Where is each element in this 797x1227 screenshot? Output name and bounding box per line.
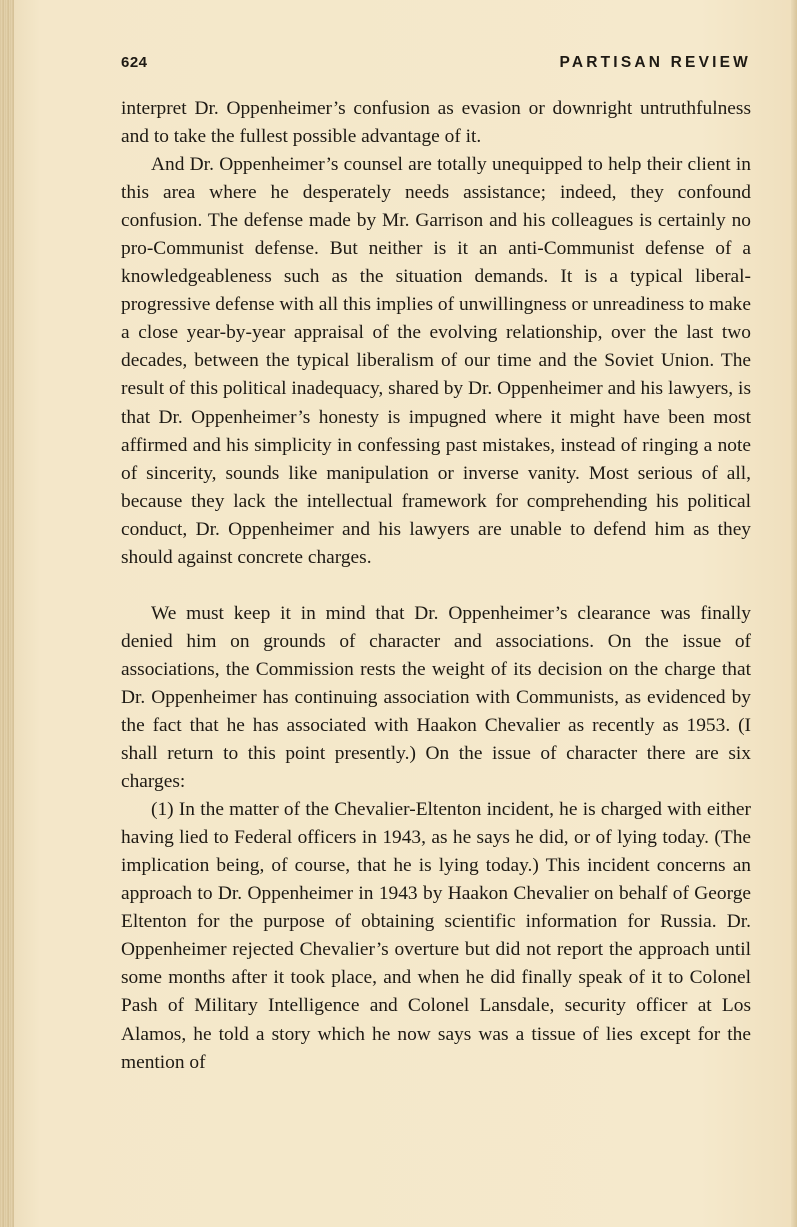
page-binding-edge — [0, 0, 14, 1227]
paragraph-charge-one: (1) In the matter of the Chevalier-Eltenton incident, he is charged with either having lied to Federal officers in 1943, as he says he did, or of lying today. (The implication being, of course, that he is lying today.) This incident concerns an approach to Dr. Oppenheimer in 1943 by Haakon Chevalier on behalf of George Eltenton for the purpose of obtaining scientific information for Russia. Dr. Oppenheimer rejected Chevalier’s overture but did not report the approach until some months after it took place, and when he did finally speak of it to Colonel Pash of Military Intelligence and Colonel Lansdale, security officer at Los Alamos, he told a story which he now says was a tissue of lies except for the mention of — [121, 799, 751, 1073]
body-text — [121, 95, 751, 1077]
paragraph-clearance: We must keep it in mind that Dr. Oppenheimer’s clearance was finally denied him on grounds of character and associations. On the issue of associations, the Commission rests the weight of its decision on the charge that Dr. Oppenheimer has continuing association with Communists, as evidenced by the fact that he has associated with Haakon Chevalier as recently as 1953. (I shall return to this point presently.) On the issue of character there are six charges: — [121, 602, 751, 793]
paragraph-counsel: And Dr. Oppenheimer’s counsel are totally unequipped to help their client in this area where he desperately needs assistance; indeed, they confound confusion. The defense made by Mr. Garrison and his colleagues is certainly no pro-Communist defense. But neither is it an anti-Communist defense of a knowledgeableness such as the situation demands. It is a typical liberal-progressive defense with all this implies of unwillingness or unreadiness to make a close year-by-year appraisal of the evolving relationship, over the last two decades, between the typical liberalism of our time and the Soviet Union. The result of this political inadequacy, shared by Dr. Oppenheimer and his lawyers, is that Dr. Oppenheimer’s honesty is impugned where it might have been most affirmed and his simplicity in confessing past mistakes, instead of ringing a note of sincerity, sounds like manipulation or inverse vanity. Most serious of all, because they lack the intellectual framework for comprehending his political conduct, Dr. Oppenheimer and his lawyers are unable to defend him as they should against concrete charges. — [121, 154, 751, 568]
page-number: 624 — [121, 54, 148, 71]
paragraph-continuation: interpret Dr. Oppenheimer’s confusion as evasion or downright untruthfulness and to take the fullest possible advantage of it. — [121, 98, 751, 148]
page-header — [121, 54, 751, 78]
running-title: PARTISAN REVIEW — [559, 54, 751, 71]
page-outer-edge — [791, 0, 797, 1227]
